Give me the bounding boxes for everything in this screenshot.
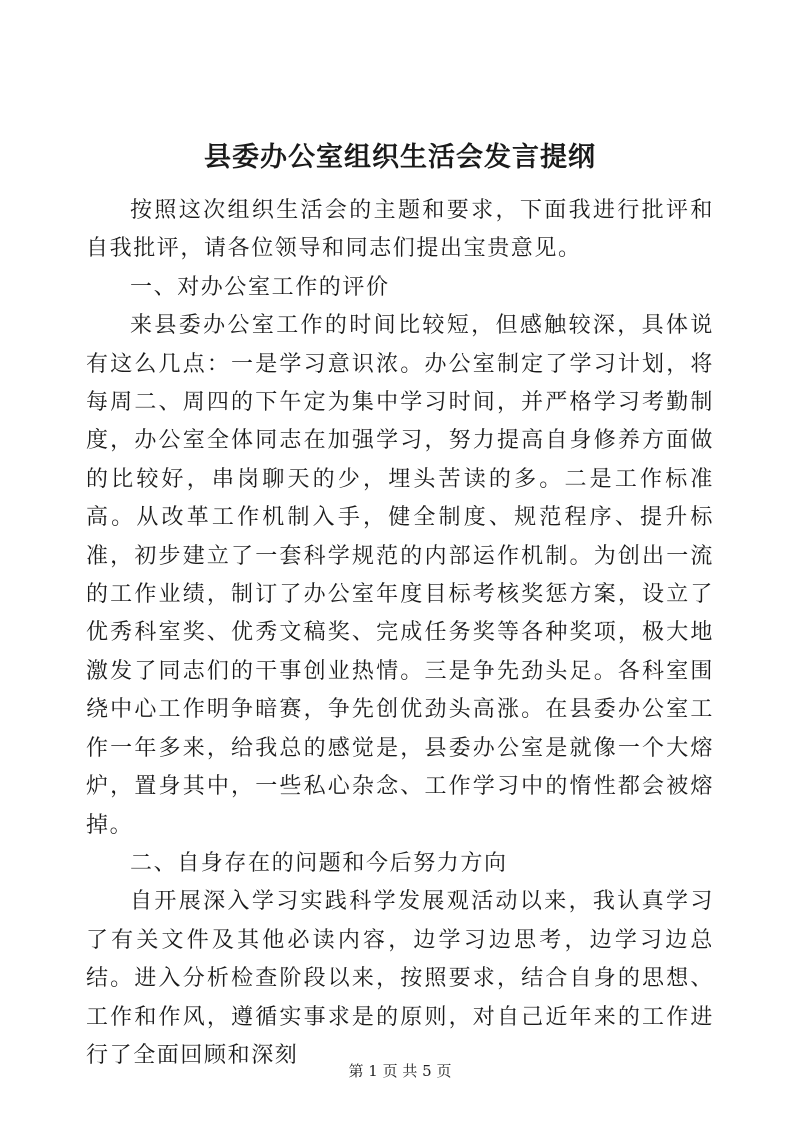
document-title: 县委办公室组织生活会发言提纲: [204, 142, 596, 173]
page-number-footer: 第 1 页 共 5 页: [348, 1062, 452, 1080]
document-body: [86, 192, 714, 1075]
body-paragraph-2: 自开展深入学习实践科学发展观活动以来，我认真学习了有关文件及其他必读内容，边学习边思考，边学习边总结。进入分析检查阶段以来，按照要求，结合自身的思想、工作和作风，遵循实事求是的原则，对自己近年来的工作进行了全面回顾和深刻: [86, 889, 714, 1068]
body-paragraph-1: 来县委办公室工作的时间比较短，但感触较深，具体说有这么几点：一是学习意识浓。办公室制定了学习计划，将每周二、周四的下午定为集中学习时间，并严格学习考勤制度，办公室全体同志在加强学习，努力提高自身修养方面做的比较好，串岗聊天的少，埋头苦读的多。二是工作标准高。从改革工作机制入手，健全制度、规范程序、提升标准，初步建立了一套科学规范的内部运作机制。为创出一流的工作业绩，制订了办公室年度目标考核奖惩方案，设立了优秀科室奖、优秀文稿奖、完成任务奖等各种奖项，极大地激发了同志们的干事创业热情。三是争先劲头足。各科室围绕中心工作明争暗赛，争先创优劲头高涨。在县委办公室工作一年多来，给我总的感觉是，县委办公室是就像一个大熔炉，置身其中，一些私心杂念、工作学习中的惰性都会被熔掉。: [86, 313, 714, 838]
intro-paragraph: 按照这次组织生活会的主题和要求，下面我进行批评和自我批评，请各位领导和同志们提出宝贵意见。: [86, 198, 714, 262]
section-heading-1: 一、对办公室工作的评价: [130, 274, 390, 300]
section-heading-2: 二、自身存在的问题和今后努力方向: [130, 850, 508, 876]
